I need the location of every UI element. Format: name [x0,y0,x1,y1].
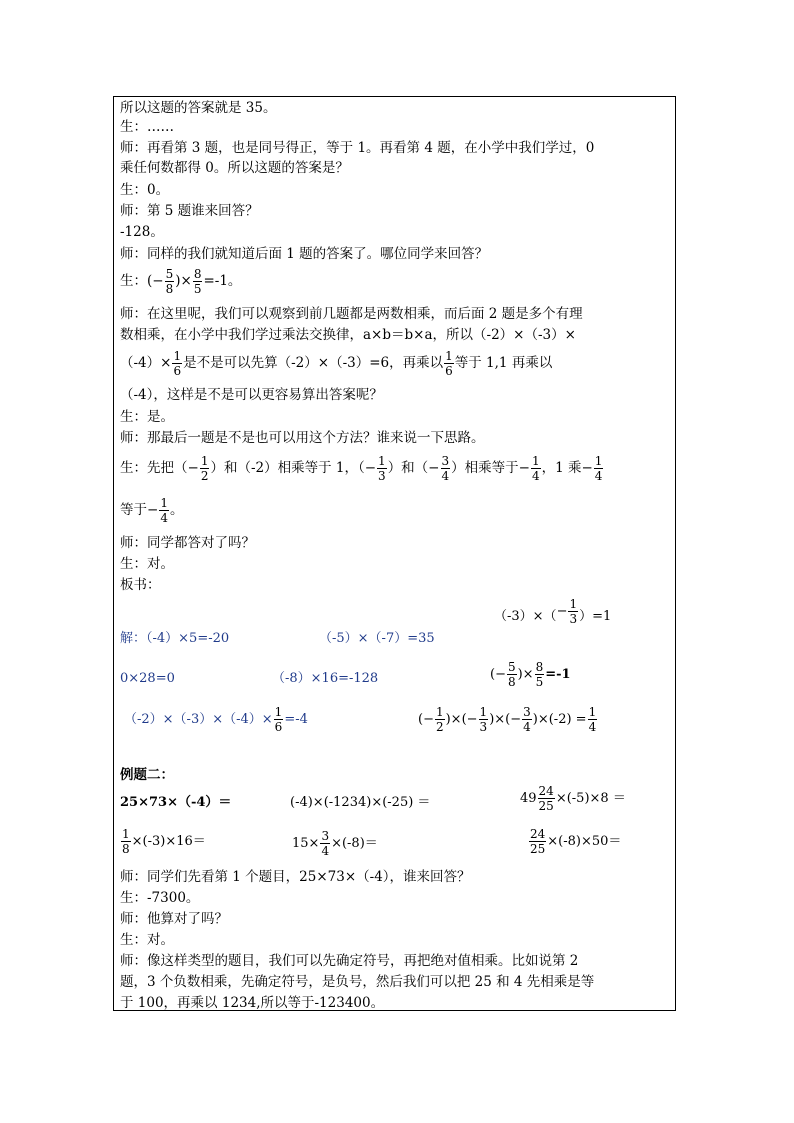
board-equation: 解：（-4）×5=-20 [120,631,230,646]
fraction: $\frac{3}{4}$ [523,705,531,734]
fraction: $\frac{1}{4}$ [160,496,168,525]
fraction: $\frac{1}{2}$ [435,705,444,734]
board-equation: （-5）×（-7）=35 [319,631,435,646]
text-line: 所以这题的答案就是 35。 [120,100,277,116]
text-line-with-fractions: （-4）× $\frac{1}{6}$ 是不是可以先算（-2）×（-3）=6，再乘以 $\frac{1}{6}$ 等于 1,1 再乘以 [120,349,553,378]
fraction: $\frac{3}{4}$ [321,829,330,858]
fraction: $\frac{8}{5}$ [193,267,202,296]
text-line: （-4），这样是不是可以更容易算出答案呢？ [120,387,383,403]
exercise: 49 $\frac{24}{25}$ ×(-5)×8 ＝ [520,784,626,813]
text-line: 生：-7300。 [120,890,200,906]
text-line: 师：那最后一题是不是也可以用这个方法？谁来说一下思路。 [120,430,485,446]
fraction: $\frac{1}{6}$ [445,349,453,378]
exercise: $\frac{1}{8}$ ×(-3)×16＝ [122,827,206,856]
answer-line: 生：(− $\frac{5}{8}$ )× $\frac{8}{5}$ =-1。 [120,267,242,296]
board-equation: （-3）×（− $\frac{1}{3}$ ）=1 [494,597,612,626]
fraction: $\frac{1}{8}$ [122,827,130,856]
exercise: 25×73×（-4）＝ [120,795,232,810]
fraction: $\frac{1}{4}$ [531,454,540,483]
text-line: 师：同学都答对了吗？ [120,535,255,551]
text-line: 数相乘，在小学中我们学过乘法交换律，a×b＝b×a，所以（-2）×（-3）× [120,327,576,343]
fraction: $\frac{1}{4}$ [588,705,597,734]
text-line: 乘任何数都得 0。所以这题的答案是？ [120,160,349,176]
fraction: $\frac{5}{8}$ [507,660,516,689]
text-line: 生：是。 [120,409,174,425]
fraction: $\frac{1}{2}$ [200,454,209,483]
text-line: 生：对。 [120,932,174,948]
fraction: $\frac{1}{6}$ [274,705,283,734]
fraction: $\frac{1}{4}$ [594,454,603,483]
board-equation: (− $\frac{5}{8}$ )× $\frac{8}{5}$ =-1 [490,660,571,689]
text-line: 生：0。 [120,182,170,198]
board-equation: （-2）×（-3）×（-4）× $\frac{1}{6}$ =-4 [124,705,308,734]
lesson-transcript-box [113,96,676,1011]
text-line: 师：他算对了吗？ [120,911,228,927]
fraction: $\frac{3}{4}$ [441,454,450,483]
fraction: $\frac{8}{5}$ [535,660,544,689]
text-line-with-fractions: 生：先把（− $\frac{1}{2}$ ）和（-2）相乘等于 1，（− $\frac{1}{3}$ ）和（− $\frac{3}{4}$ ）相乘等于− $\frac{1}{4}$ ，1 乘− $\frac{1}{4}$ [120,454,603,483]
text-line: 师：同样的我们就知道后面 1 题的答案了。哪位同学来回答？ [120,246,489,262]
text-line: 生：…… [120,119,174,135]
text-line: 题，3 个负数相乘，先确定符号，是负号，然后我们可以把 25 和 4 先相乘是等 [120,974,595,990]
board-equation: (− $\frac{1}{2}$ )×(− $\frac{1}{3}$ )×(− $\frac{3}{4}$ )×(-2) = $\frac{1}{4}$ [418,705,597,734]
text-line: 生：对。 [120,556,174,572]
fraction: $\frac{24}{25}$ [530,827,546,856]
exercise: (-4)×(-1234)×(-25) ＝ [290,795,431,810]
fraction: $\frac{24}{25}$ [538,784,554,813]
fraction: $\frac{1}{3}$ [569,597,578,626]
fraction: $\frac{1}{3}$ [378,454,386,483]
text-line: 板书： [120,577,161,593]
text-line: 师：在这里呢，我们可以观察到前几题都是两数相乘，而后面 2 题是多个有理 [120,306,583,322]
exercise: $\frac{24}{25}$ ×(-8)×50＝ [530,827,622,856]
fraction: $\frac{5}{8}$ [165,267,174,296]
text-line: 师：同学们先看第 1 个题目，25×73×（-4），谁来回答？ [120,869,471,885]
board-equation: （-8）×16=-128 [272,671,379,686]
text-line: 师：像这样类型的题目，我们可以先确定符号，再把绝对值相乘。比如说第 2 [120,953,579,969]
fraction: $\frac{1}{6}$ [173,349,182,378]
fraction: $\frac{1}{3}$ [479,705,488,734]
board-equation: 0×28=0 [120,671,175,686]
exercise: 15× $\frac{3}{4}$ ×(-8)＝ [292,829,378,858]
text-line: 师：第 5 题谁来回答？ [120,203,259,219]
section-heading: 例题二： [120,767,174,783]
text-line: 于 100，再乘以 1234,所以等于-123400。 [120,995,385,1011]
text-line-with-fractions: 等于− $\frac{1}{4}$ 。 [120,496,184,525]
text-line: 师：再看第 3 题，也是同号得正，等于 1。再看第 4 题，在小学中我们学过，0 [120,140,595,156]
text-line: -128。 [120,224,164,240]
